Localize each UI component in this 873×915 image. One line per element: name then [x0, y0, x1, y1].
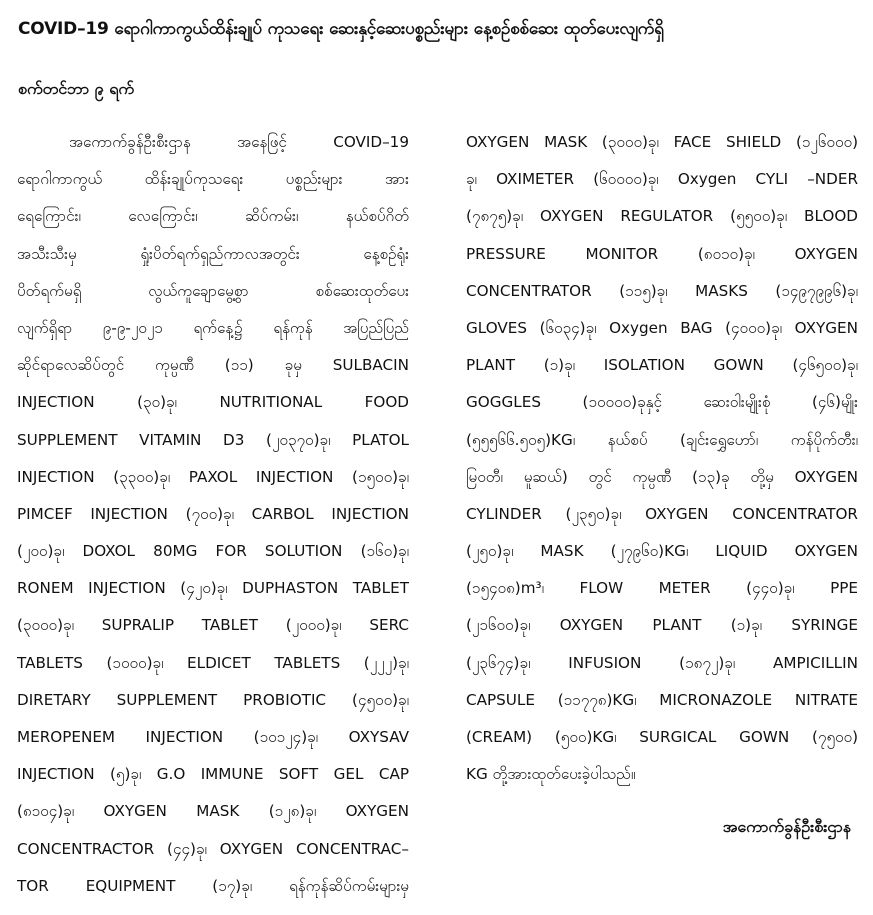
article-line: GLOVES (၆၀၃၄)ခု၊ Oxygen BAG (၄၀၀၀)ခု၊ OXYGEN — [466, 318, 858, 337]
article-line: DIRETARY SUPPLEMENT PROBIOTIC (၄၅၀၀)ခု၊ — [17, 690, 409, 709]
article-line: အသီးသီးမှ ရှုံးပိတ်ရက်ရှည်ကာလအတွင်း နေ့စဉ်ရုံး — [17, 244, 409, 263]
article-line: CONCENTRATOR (၁၁၅)ခု၊ MASKS (၁၄၉၇၉၉၆)ခု၊ — [466, 281, 858, 300]
article-line: အကောက်ခွန်ဦးစီးဌာန အနေဖြင့် COVID–19 — [69, 133, 409, 151]
article-line: TOR EQUIPMENT (၁၇)ခု၊ ရန်ကုန်ဆိပ်ကမ်းများမှ — [17, 876, 409, 895]
article-line: (၂၁၆၀၀)ခု၊ OXYGEN PLANT (၁)ခု၊ SYRINGE — [466, 616, 858, 635]
article-line: ဆိုင်ရာလေဆိပ်တွင် ကုမ္ပဏီ (၁၁) ခုမှ SULBACIN — [17, 356, 409, 375]
article-line: PRESSURE MONITOR (၈၀၁၀)ခု၊ OXYGEN — [466, 244, 858, 263]
article-line: ရေကြောင်း၊ လေကြောင်း၊ ဆိပ်ကမ်း၊ နယ်စပ်ဂိတ် — [17, 207, 409, 226]
article-line: GOGGLES (၁၀၀၀၀)ခုနှင့် ဆေးဝါးမျိုးစုံ (၄၆)မျိုး — [466, 393, 858, 412]
article-line: လျက်ရှိရာ ၉-၉-၂၀၂၁ ရက်နေ့၌ ရန်ကုန် အပြည်ပြည် — [17, 318, 409, 337]
article-line: (၂၃၆၇၄)ခု၊ INFUSION (၁၈၇၂)ခု၊ AMPICILLIN — [466, 653, 858, 672]
article-line: INJECTION (၃၃၀၀)ခု၊ PAXOL INJECTION (၁၅၀၀)ခု၊ — [17, 467, 409, 486]
article-line: CONCENTRACTOR (၄၄)ခု၊ OXYGEN CONCENTRAC– — [17, 839, 409, 858]
article-line: (၃၀၀၀)ခု၊ SUPRALIP TABLET (၂၀၀၀)ခု၊ SERC — [17, 616, 409, 635]
article-line: (CREAM) (၅၀၀)KG၊ SURGICAL GOWN (၇၅၀၀) — [466, 728, 858, 746]
article-line: မြဝတီ၊ မူဆယ်) တွင် ကုမ္ပဏီ (၁၃)ခု တို့မှ OXYGEN — [466, 467, 858, 486]
article-line: OXYGEN MASK (၃၀၀၀)ခု၊ FACE SHIELD (၁၂၆၀၀၀) — [466, 133, 858, 151]
article-line: (၅၅၅၆၆.၅၀၅)KG၊ နယ်စပ် (ချင်းရွှေဟော်၊ ကန်ပိုက်တီး၊ — [466, 430, 858, 449]
article-line: (၂၅၀)ခု၊ MASK (၂၇၉၆၀)KG၊ LIQUID OXYGEN — [466, 542, 858, 561]
article-line: INJECTION (၅)ခု၊ G.O IMMUNE SOFT GEL CAP — [17, 765, 409, 784]
article-line: PIMCEF INJECTION (၇၀၀)ခု၊ CARBOL INJECTION — [17, 504, 409, 523]
article-line: INJECTION (၃၀)ခု၊ NUTRITIONAL FOOD — [17, 393, 409, 412]
article-line: MEROPENEM INJECTION (၁၀၁၂၄)ခု၊ OXYSAV — [17, 728, 409, 746]
article-line: (၁၅၄၀၈)m³၊ FLOW METER (၄၄၀)ခု၊ PPE — [466, 579, 858, 598]
article-line: CYLINDER (၂၃၅၀)ခု၊ OXYGEN CONCENTRATOR — [466, 504, 858, 523]
article-line: SUPPLEMENT VITAMIN D3 (၂၀၃၇၀)ခု၊ PLATOL — [17, 430, 409, 449]
article-line: PLANT (၁)ခု၊ ISOLATION GOWN (၄၆၅၀၀)ခု၊ — [466, 356, 858, 375]
article-line: CAPSULE (၁၁၇၇၈)KG၊ MICRONAZOLE NITRATE — [466, 690, 858, 709]
article-line: TABLETS (၁၀၀၀)ခု၊ ELDICET TABLETS (၂၂၂)ခု၊ — [17, 653, 409, 672]
article-right-column — [466, 124, 858, 793]
article-dateline: စက်တင်ဘာ ၉ ရက် — [18, 79, 135, 98]
article-line: (၇၈၇၅)ခု၊ OXYGEN REGULATOR (၅၅၀၀)ခု၊ BLOOD — [466, 207, 858, 226]
article-signature: အကောက်ခွန်ဦးစီးဌာန — [722, 817, 851, 836]
article-line: ခု၊ OXIMETER (၆၀၀၀၀)ခု၊ Oxygen CYLI –NDER — [466, 170, 858, 189]
article-line: RONEM INJECTION (၄၂၀)ခု၊ DUPHASTON TABLET — [17, 579, 409, 598]
article-line: KG တို့အားထုတ်ပေးခဲ့ပါသည်။ — [466, 765, 636, 784]
article-line: (၂၀၀)ခု၊ DOXOL 80MG FOR SOLUTION (၁၆၀)ခု၊ — [17, 542, 409, 561]
article-headline: COVID–19 ရောဂါကာကွယ်ထိန်းချုပ် ကုသရေး ဆေးနှင့်ဆေးပစ္စည်းများ နေ့စဉ်စစ်ဆေး ထုတ်ပေးလျက်ရှိ — [18, 19, 664, 39]
article-line: (၈၁၀၄)ခု၊ OXYGEN MASK (၁၂၈)ခု၊ OXYGEN — [17, 802, 409, 821]
article-line: ရောဂါကာကွယ် ထိန်းချုပ်ကုသရေး ပစ္စည်းများ အား — [17, 170, 409, 189]
article-left-column — [17, 124, 409, 905]
article-line: ပိတ်ရက်မရှိ လွယ်ကူချောမွေ့စွာ စစ်ဆေးထုတ်ပေး — [17, 281, 409, 300]
